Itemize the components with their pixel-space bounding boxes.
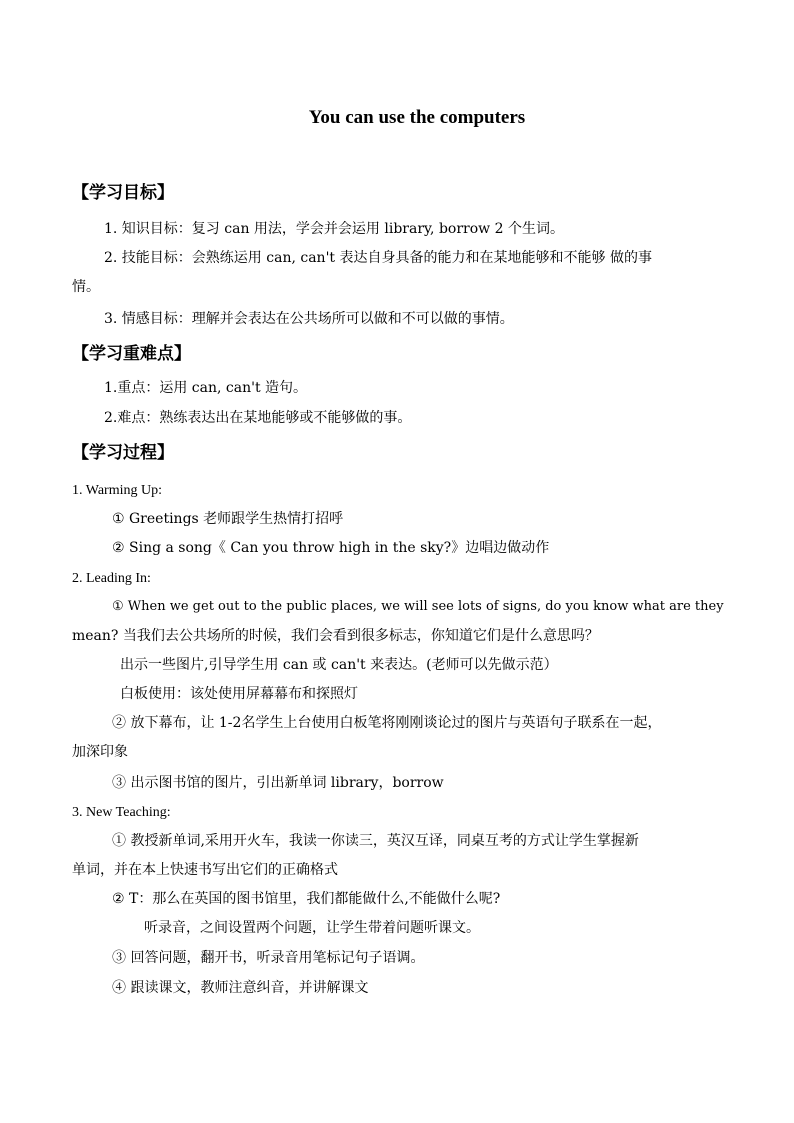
process-line: ② Sing a song《 Can you throw high in the sky?》边唱边做动作: [112, 540, 550, 556]
section-heading-process: 【学习过程】: [72, 443, 174, 463]
process-line: 3. New Teaching:: [72, 805, 171, 820]
process-line: 听录音，之间设置两个问题，让学生带着问题听课文。: [144, 920, 480, 936]
process-line: 2. Leading In:: [72, 571, 151, 586]
process-line: 单词，并在本上快速书写出它们的正确格式: [72, 862, 338, 878]
process-line: ② 放下幕布，让 1-2名学生上台使用白板笔将刚刚谈论过的图片与英语句子联系在一起，: [112, 715, 662, 731]
goal-item: 2. 技能目标：会熟练运用 can, can't 表达自身具备的能力和在某地能够和不能够 做的事: [104, 250, 652, 266]
process-line: ① When we get out to the public places, we will see lots of signs, do you know what are they: [112, 599, 724, 614]
goal-item: 情。: [72, 279, 100, 295]
process-line: ④ 跟读课文，教师注意纠音，并讲解课文: [112, 980, 369, 996]
process-line: 出示一些图片,引导学生用 can 或 can't 来表达。(老师可以先做示范）: [120, 657, 558, 673]
process-line: ② T：那么在英国的图书馆里，我们都能做什么,不能做什么呢?: [112, 891, 501, 907]
goal-item: 3. 情感目标：理解并会表达在公共场所可以做和不可以做的事情。: [104, 311, 514, 327]
process-line: ③ 回答问题，翻开书，听录音用笔标记句子语调。: [112, 950, 425, 966]
process-line: mean? 当我们去公共场所的时候，我们会看到很多标志，你知道它们是什么意思吗？: [72, 628, 599, 644]
section-heading-keypoints: 【学习重难点】: [72, 344, 191, 364]
keypoint-item: 2.难点：熟练表达出在某地能够或不能够做的事。: [104, 410, 412, 426]
document-title: You can use the computers: [308, 107, 526, 128]
goal-item: 1. 知识目标：复习 can 用法，学会并会运用 library, borrow 2 个生词。: [104, 221, 564, 237]
process-line: 1. Warming Up:: [72, 483, 162, 498]
section-heading-goals: 【学习目标】: [72, 183, 174, 203]
process-line: ① Greetings 老师跟学生热情打招呼: [112, 511, 344, 527]
process-line: 白板使用：该处使用屏幕幕布和探照灯: [120, 686, 358, 702]
process-line: ③ 出示图书馆的图片，引出新单词 library，borrow: [112, 775, 444, 791]
process-line: 加深印象: [72, 744, 128, 760]
keypoint-item: 1.重点：运用 can, can't 造句。: [104, 380, 308, 396]
process-line: ① 教授新单词,采用开火车，我读一你读三，英汉互译，同桌互考的方式让学生掌握新: [112, 833, 639, 849]
